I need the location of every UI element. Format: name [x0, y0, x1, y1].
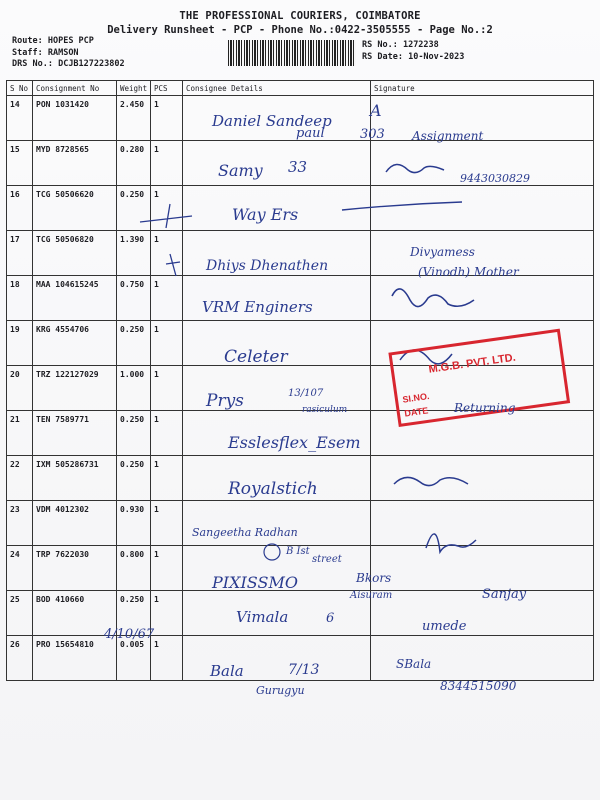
cell-sno: 23 [7, 501, 33, 546]
hw-r20-name: Prys [206, 391, 244, 411]
hw-r25-name: Vimala [236, 608, 289, 626]
cell-pcs: 1 [151, 456, 183, 501]
hw-r24-name: PIXISSMO [212, 573, 298, 592]
hw-r26-no: 7/13 [288, 662, 320, 678]
hw-r25-sig: umede [422, 619, 467, 634]
hw-r22-sig-scribble [394, 477, 468, 485]
cell-consignment: TCG 50506820 [33, 231, 117, 276]
cell-consignment: MYD 8728565 [33, 141, 117, 186]
cell-pcs: 1 [151, 321, 183, 366]
hw-r14-name2: paul [296, 126, 325, 141]
cell-pcs: 1 [151, 591, 183, 636]
hw-r24-note: Bkors [356, 571, 392, 585]
hw-r17-sig: Divyamess [410, 245, 475, 259]
cell-sno: 18 [7, 276, 33, 321]
cell-sno: 17 [7, 231, 33, 276]
hw-r23-note: B Ist [286, 546, 310, 557]
stamp-line2: SI.NO. [401, 391, 431, 405]
hw-r23-note2: street [312, 554, 342, 565]
cell-consignment: BOD 410660 [33, 591, 117, 636]
hw-r17-sig2: (Vinodh) Mother [418, 265, 519, 279]
hw-r23-sig-scribble [426, 534, 476, 552]
hw-r15-phone: 9443030829 [460, 172, 530, 185]
cell-weight: 0.005 [117, 636, 151, 681]
cell-weight: 0.280 [117, 141, 151, 186]
cell-weight: 1.390 [117, 231, 151, 276]
cell-pcs: 1 [151, 546, 183, 591]
rs-date-value: 10-Nov-2023 [408, 51, 465, 62]
rs-no-value: 1272238 [402, 40, 439, 50]
cell-sno: 21 [7, 411, 33, 456]
hw-r16-name: Way Ers [232, 205, 299, 224]
cell-weight: 0.250 [117, 456, 151, 501]
cell-weight: 2.450 [117, 96, 151, 141]
hw-r18-sig-scribble [392, 289, 474, 307]
cell-sno: 25 [7, 591, 33, 636]
hw-r15-sig-scribble [386, 164, 444, 172]
hw-r23-circle [264, 544, 280, 560]
cell-sno: 16 [7, 186, 33, 231]
col-pcs: PCS [151, 81, 183, 96]
col-weight: Weight [117, 81, 151, 96]
staff-value: RAMSON [47, 47, 79, 58]
cell-weight: 0.250 [117, 411, 151, 456]
hw-r17-name: Dhiys Dhenathen [206, 258, 329, 274]
cell-consignment: TEN 7589771 [33, 411, 117, 456]
cell-weight: 0.250 [117, 186, 151, 231]
hw-r18-name: VRM Enginers [202, 298, 313, 316]
cell-weight: 0.750 [117, 276, 151, 321]
drs-line: DRS No.: DCJB127223802 [12, 59, 125, 69]
hw-r16-mark [140, 204, 192, 228]
stamp-line1: M.G.B. PVT. LTD. [427, 351, 517, 376]
cell-consignment: TCG 50506620 [33, 186, 117, 231]
col-consignee: Consignee Details [183, 81, 371, 96]
cell-consignment: MAA 104615245 [33, 276, 117, 321]
hw-r14-door2: 303 [360, 127, 385, 142]
cell-sno: 24 [7, 546, 33, 591]
hw-r22-name: Royalstich [228, 479, 318, 499]
cell-weight: 0.800 [117, 546, 151, 591]
hw-r23-name: Sangeetha Radhan [192, 526, 298, 539]
hw-r26-name: Bala [210, 662, 244, 680]
cell-weight: 0.250 [117, 591, 151, 636]
cell-pcs: 1 [151, 411, 183, 456]
cell-pcs: 1 [151, 96, 183, 141]
rs-no-line: RS No.: 1272238 [362, 40, 439, 50]
route-line: Route: HOPES PCP [12, 36, 94, 46]
cell-pcs: 1 [151, 141, 183, 186]
hw-r20-no: 13/107 [288, 388, 324, 399]
rs-date-line: RS Date: 10-Nov-2023 [362, 51, 465, 62]
staff-line: Staff: RAMSON [12, 47, 79, 58]
cell-pcs: 1 [151, 231, 183, 276]
hw-r26-phone: 8344515090 [440, 679, 517, 693]
cell-consignment: PRO 15654810 [33, 636, 117, 681]
cell-consignment: VDM 4012302 [33, 501, 117, 546]
runsheet-subtitle: Delivery Runsheet - PCP - Phone No.:0422-3505555 - Page No.:2 [107, 24, 493, 36]
hw-r26-sig: SBala [396, 657, 432, 671]
hw-r25-no: 6 [326, 611, 335, 626]
col-consignment: Consignment No [33, 81, 117, 96]
col-signature: Signature [371, 81, 594, 96]
cell-consignment: TRP 7622030 [33, 546, 117, 591]
cell-weight: 0.250 [117, 321, 151, 366]
hw-r15-name: Samy [218, 161, 263, 180]
cell-consignment: PON 1031420 [33, 96, 117, 141]
cell-consignment: IXM 505286731 [33, 456, 117, 501]
cell-sno: 26 [7, 636, 33, 681]
hw-r15-no: 33 [288, 158, 308, 176]
hw-r26-note: Gurugyu [256, 684, 305, 697]
cell-sno: 20 [7, 366, 33, 411]
route-value: HOPES PCP [47, 36, 94, 46]
hw-r19-name: Celeter [224, 347, 288, 367]
col-sno: S No [7, 81, 33, 96]
cell-pcs: 1 [151, 501, 183, 546]
cell-sno: 14 [7, 96, 33, 141]
cell-sno: 15 [7, 141, 33, 186]
cell-weight: 0.930 [117, 501, 151, 546]
cell-pcs: 1 [151, 366, 183, 411]
cell-weight: 1.000 [117, 366, 151, 411]
hw-r14-door: A [370, 101, 382, 120]
hw-r17-mark [166, 254, 180, 276]
cell-consignment: TRZ 122127029 [33, 366, 117, 411]
hw-r16-sig-line [342, 202, 462, 210]
hw-r20-sig: Returning [454, 401, 516, 415]
hw-r24-sig: Sanjay [482, 587, 527, 602]
drs-value: DCJB127223802 [58, 59, 125, 69]
cell-pcs: 1 [151, 636, 183, 681]
stamp-line3: DATE [403, 405, 429, 419]
cell-pcs: 1 [151, 276, 183, 321]
cell-sno: 22 [7, 456, 33, 501]
cell-pcs: 1 [151, 186, 183, 231]
hw-r14-name: Daniel Sandeep [212, 112, 332, 130]
hw-r24-note2: Aisuram [350, 590, 393, 601]
hw-r25-note: 4/10/67 [104, 627, 155, 642]
hw-r21-name: Esslesflex_Esem [228, 433, 361, 452]
hw-r14-sig: Assignment [412, 129, 484, 143]
cell-consignment: KRG 4554706 [33, 321, 117, 366]
hw-r20-note: rasiculum [302, 405, 348, 415]
cell-sno: 19 [7, 321, 33, 366]
company-title: THE PROFESSIONAL COURIERS, COIMBATORE [179, 10, 421, 22]
